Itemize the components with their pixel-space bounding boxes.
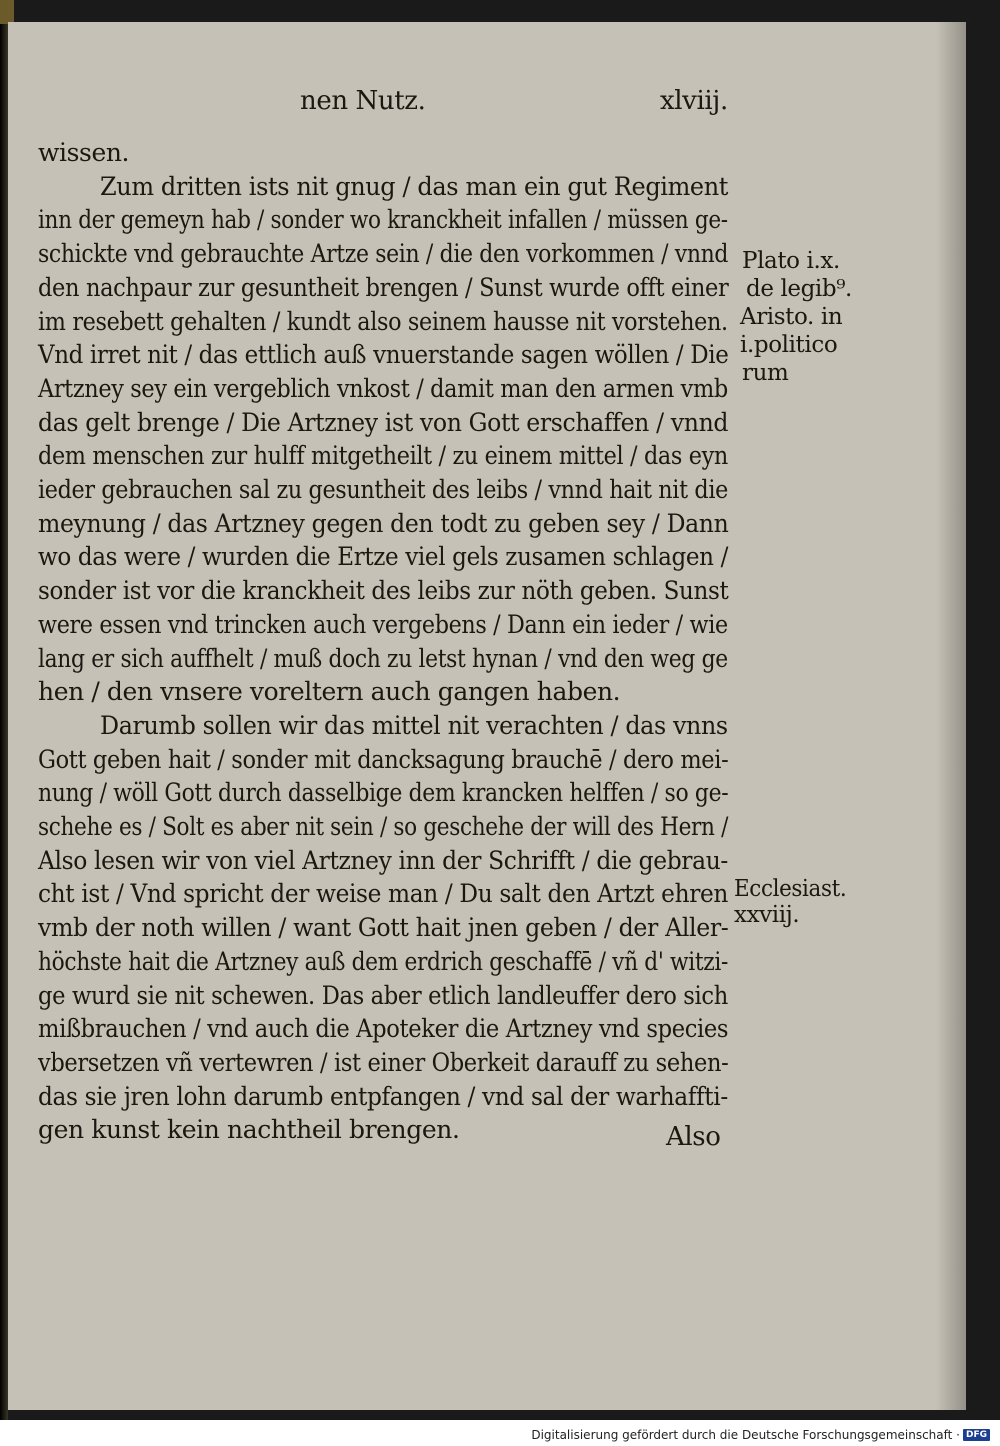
text-line: das gelt brenge / Die Artzney ist von Gott erschaffen / vnnd	[38, 408, 729, 437]
text-line: were essen vnd trincken auch vergebens / Dann ein ieder / wie	[38, 610, 728, 639]
text-line: ge wurd sie nit schewen. Das aber etlich landleuffer dero sich	[38, 981, 728, 1010]
binding-edge	[0, 0, 8, 1420]
text-line: den nachpaur zur gesuntheit brengen / Sunst wurde offt einer	[38, 273, 729, 302]
text-line: schickte vnd gebrauchte Artze sein / die den vorkommen / vnnd	[38, 239, 729, 268]
marginal-note: i.politico	[740, 332, 838, 358]
folio-number: xlviij.	[660, 86, 728, 116]
text-line: inn der gemeyn hab / sonder wo kranckheit infallen / müssen ge-	[38, 205, 728, 234]
page-corner	[0, 0, 14, 24]
marginal-note: xxviij.	[734, 902, 800, 928]
marginal-note: Plato i.x.	[742, 248, 840, 274]
text-line: schehe es / Solt es aber nit sein / so geschehe der will des Hern /	[38, 812, 728, 841]
text-line: im resebett gehalten / kundt also seinem hausse nit vorstehen.	[38, 307, 728, 336]
text-line: nung / wöll Gott durch dasselbige dem krancken helffen / so ge-	[38, 778, 729, 807]
text-line: meynung / das Artzney gegen den todt zu geben sey / Dann	[38, 509, 729, 538]
text-line: Darumb sollen wir das mittel nit verachten / das vnns	[100, 711, 728, 740]
text-line: Vnd irret nit / das ettlich auß vnuerstande sagen wöllen / Die	[38, 340, 729, 369]
footer-text: Digitalisierung gefördert durch die Deutsche Forschungsgemeinschaft ·	[531, 1428, 960, 1442]
text-line: das sie jren lohn darumb entpfangen / vnd sal der warhaffti-	[38, 1082, 728, 1111]
marginal-note: de legib⁹.	[746, 276, 852, 302]
text-line: vbersetzen vñ vertewren / ist einer Oberkeit darauff zu sehen-	[38, 1048, 729, 1077]
text-line: Gott geben hait / sonder mit dancksagung brauchē / dero mei-	[38, 745, 729, 774]
text-line: wissen.	[38, 138, 130, 167]
footer-credit	[531, 1428, 990, 1442]
text-line: Artzney sey ein vergeblich vnkost / damit man den armen vmb	[38, 374, 728, 403]
book-page	[8, 22, 966, 1410]
text-line: sonder ist vor die kranckheit des leibs zur nöth geben. Sunst	[38, 576, 729, 605]
text-line: hen / den vnsere voreltern auch gangen haben.	[38, 677, 621, 706]
dfg-logo: DFG	[963, 1429, 990, 1441]
text-line: ieder gebrauchen sal zu gesuntheit des leibs / vnnd hait nit die	[38, 475, 728, 504]
text-line: dem menschen zur hulff mitgetheilt / zu einem mittel / das eyn	[38, 441, 728, 470]
text-line: mißbrauchen / vnd auch die Apoteker die Artzney vnd species	[38, 1014, 729, 1043]
text-line: gen kunst kein nachtheil brengen.	[38, 1115, 460, 1144]
text-line: lang er sich auffhelt / muß doch zu letst hynan / vnd den weg ge	[38, 644, 728, 673]
text-line: vmb der noth willen / want Gott hait jnen geben / der Aller-	[38, 913, 729, 942]
text-line: Also lesen wir von viel Artzney inn der Schrifft / die gebrau-	[38, 846, 728, 875]
text-line: wo das were / wurden die Ertze viel gels zusamen schlagen /	[38, 542, 729, 571]
text-line: höchste hait die Artzney auß dem erdrich geschaffē / vñ d' witzi-	[38, 947, 728, 976]
running-head: nen Nutz.	[300, 86, 426, 116]
catchword: Also	[666, 1122, 721, 1152]
text-line: Zum dritten ists nit gnug / das man ein gut Regiment	[100, 172, 729, 201]
marginal-note: Ecclesiast.	[734, 876, 847, 902]
marginal-note: rum	[742, 360, 789, 386]
marginal-note: Aristo. in	[740, 304, 843, 330]
text-line: cht ist / Vnd spricht der weise man / Du salt den Artzt ehren	[38, 879, 728, 908]
